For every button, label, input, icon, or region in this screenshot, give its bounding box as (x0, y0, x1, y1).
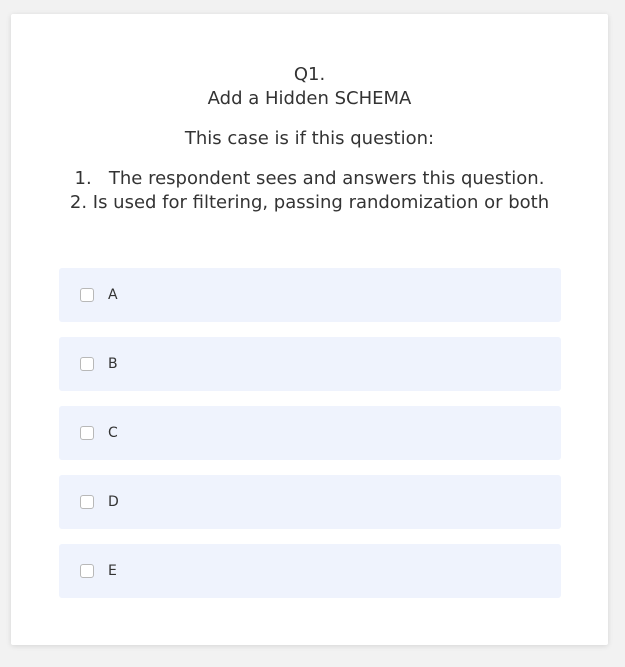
option-b[interactable] (59, 337, 561, 391)
checkbox-icon[interactable] (80, 495, 94, 509)
checkbox-icon[interactable] (80, 288, 94, 302)
checkbox-icon[interactable] (80, 357, 94, 371)
option-e[interactable] (59, 544, 561, 598)
option-label: B (108, 356, 118, 372)
option-a[interactable] (59, 268, 561, 322)
checkbox-icon[interactable] (80, 426, 94, 440)
question-number: Q1. (293, 64, 326, 85)
option-d[interactable] (59, 475, 561, 529)
question-list-item: 1. The respondent sees and answers this question. (74, 168, 545, 189)
question-list (11, 167, 608, 215)
checkbox-icon[interactable] (80, 564, 94, 578)
answer-options (59, 268, 561, 613)
option-label: E (108, 563, 117, 579)
survey-card (11, 14, 608, 645)
option-c[interactable] (59, 406, 561, 460)
question-block (11, 63, 608, 215)
question-description: This case is if this question: (184, 128, 435, 149)
option-label: A (108, 287, 118, 303)
question-title: Add a Hidden SCHEMA (207, 88, 412, 109)
option-label: D (108, 494, 119, 510)
question-list-item: 2. Is used for filtering, passing randomization or both (69, 192, 550, 213)
option-label: C (108, 425, 118, 441)
